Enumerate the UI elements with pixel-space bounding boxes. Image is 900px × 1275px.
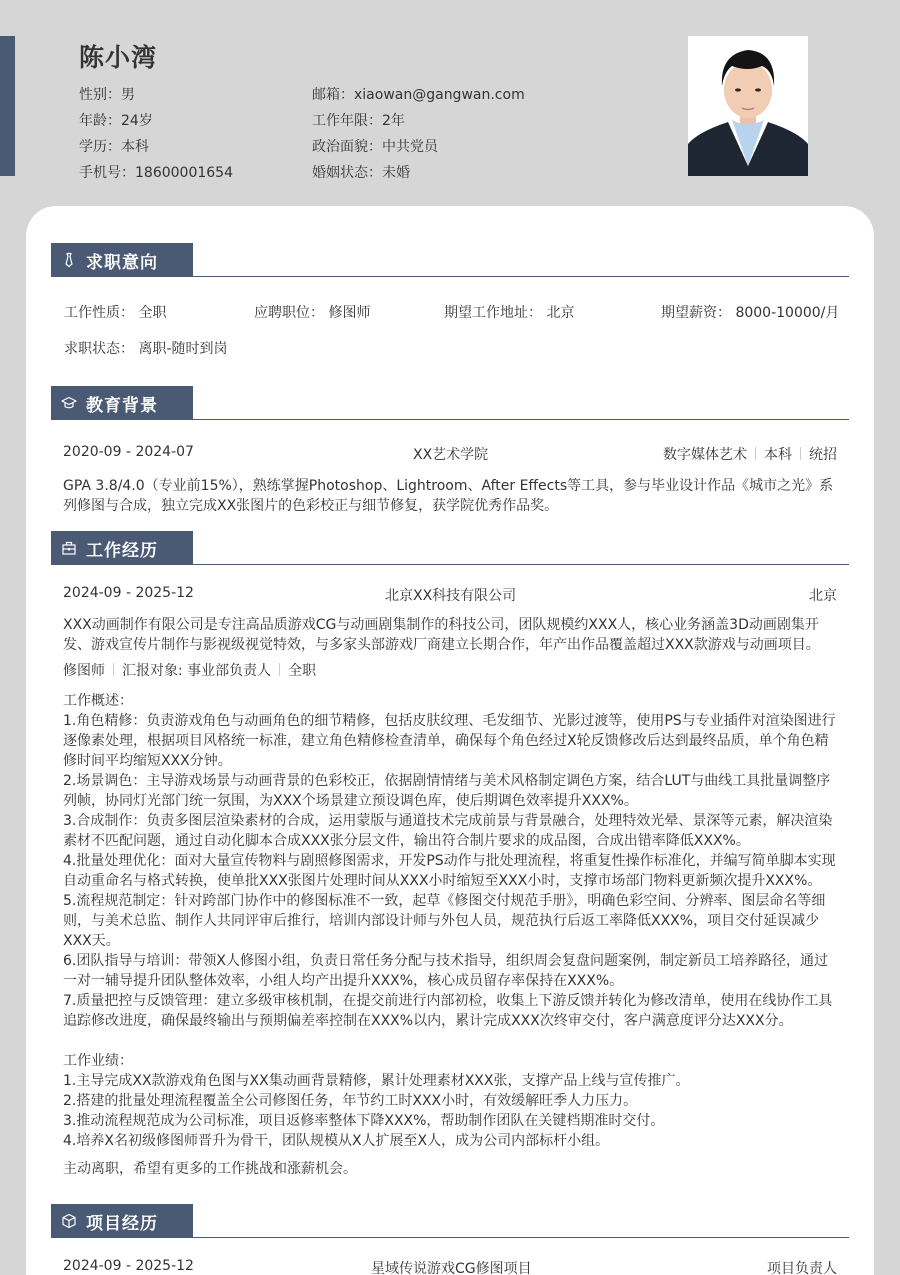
info-education [79,134,233,160]
work-report-to: 汇报对象: 事业部负责人 [122,663,272,679]
info-label: 婚姻状态： [312,165,382,181]
basic-info-left [79,82,233,186]
tie-icon [61,252,77,268]
info-age [79,108,233,134]
work-period: 2024-09 - 2025-12 [63,585,194,601]
section-header [51,386,849,420]
profile-photo [688,36,808,176]
info-label: 邮箱： [312,87,354,103]
info-label: 政治面貌： [312,139,382,155]
info-label: 性别： [79,87,121,103]
work-position: 修图师 [63,663,105,679]
section-title-tab [51,386,193,420]
section-education [51,386,849,516]
job-type-field [64,302,166,322]
section-title: 教育背景 [86,395,158,416]
section-title: 工作经历 [86,540,158,561]
job-intent-row-2 [51,338,849,358]
info-label: 手机号： [79,165,135,181]
divider [800,447,801,460]
education-entry-header [51,444,849,464]
work-city: 北京 [809,588,837,604]
section-title-tab [51,531,193,565]
field-label: 求职状态： [64,341,134,357]
info-marital [312,160,525,186]
position-field [254,302,370,322]
section-header [51,243,849,277]
person-portrait-icon [688,36,808,176]
section-header [51,1204,849,1238]
info-value: 18600001654 [135,165,233,181]
section-title: 求职意向 [86,252,158,273]
field-value: 离职-随时到岗 [138,341,228,357]
info-gender [79,82,233,108]
field-value: 北京 [546,305,575,321]
field-label: 期望工作地址： [444,305,542,321]
education-degree: 本科 [764,447,792,463]
section-title: 项目经历 [86,1213,158,1234]
project-entry-header [51,1258,849,1275]
section-title-tab [51,243,193,277]
education-school: XX艺术学院 [413,447,489,463]
overview-item: 7.质量把控与反馈管理：建立多级审核机制，在提交前进行内部初检，收集上下游反馈并转化为修改清单，使用在线协作工具追踪修改进度，确保最终输出与预期偏差率控制在XXX%以内，累计完成XXX次终审交付，客户满意度评分达XXX分。 [63,993,833,1029]
section-title-tab [51,1204,193,1238]
field-label: 工作性质： [64,305,134,321]
field-value: 8000-10000/月 [735,305,840,321]
education-period: 2020-09 - 2024-07 [63,444,194,460]
achievement-item: 1.主导完成XX款游戏角色图与XX集动画背景精修，累计处理素材XXX张，支撑产品上线与宣传推广。 [63,1073,690,1089]
info-value: 2年 [382,113,405,129]
education-description: GPA 3.8/4.0（专业前15%），熟练掌握Photoshop、Lightroom、After Effects等工具，参与毕业设计作品《城市之光》系列修图与合成，独立完成XX张图片的色彩校正与细节修复，获学院优秀作品奖。 [63,478,834,514]
info-value: 未婚 [382,165,410,181]
info-value: 24岁 [121,113,153,129]
work-company: 北京XX科技有限公司 [385,588,517,604]
work-job-type: 全职 [288,663,317,679]
field-value: 修图师 [328,305,371,321]
info-value: 男 [121,87,135,103]
education-major: 数字媒体艺术 [663,447,747,463]
project-name: 星域传说游戏CG修图项目 [371,1261,532,1275]
field-label: 应聘职位： [254,305,324,321]
briefcase-icon [61,540,77,556]
overview-item: 4.批量处理优化：面对大量宣传物料与剧照修图需求，开发PS动作与批处理流程，将重复性操作标准化，并编写简单脚本实现自动重命名与格式转换，使单批XXX张图片处理时间从XXX小时缩短至XXX小时，支撑市场部门物料更新频次提升XXX%。 [63,853,836,889]
info-phone [79,160,233,186]
field-label: 期望薪资： [661,305,731,321]
graduation-cap-icon [61,395,77,411]
info-label: 年龄： [79,113,121,129]
info-political [312,134,525,160]
salary-field [661,302,839,322]
project-role: 项目负责人 [767,1261,837,1275]
section-header [51,531,849,565]
company-intro: XXX动画制作有限公司是专注高品质游戏CG与动画剧集制作的科技公司，团队规模约XXX人，核心业务涵盖3D动画剧集开发、游戏宣传片制作与影视级视觉特效，与多家头部游戏厂商建立长期合作，年产出作品覆盖超过XXX款游戏与动画项目。 [63,617,820,653]
info-value: xiaowan@gangwan.com [354,87,525,103]
overview-item: 2.场景调色：主导游戏场景与动画背景的色彩校正，依据剧情情绪与美术风格制定调色方案，结合LUT与曲线工具批量调整序列帧，协同灯光部门统一氛围，为XXX个场景建立预设调色库，使后期调色效率提升XXX%。 [63,773,831,809]
resume-card [26,206,874,1275]
achievement-item: 3.推动流程规范成为公司标准，项目返修率整体下降XXX%，帮助制作团队在关键档期准时交付。 [63,1113,665,1129]
achievement-item: 4.培养X名初级修图师晋升为骨干，团队规模从X人扩展至X人，成为公司内部标杆小组。 [63,1133,610,1149]
info-work-years [312,108,525,134]
overview-item: 6.团队指导与培训：带领X人修图小组，负责日常任务分配与技术指导，组织周会复盘问题案例，制定新员工培养路径，通过一对一辅导提升团队整体效率，小组人均产出提升XXX%，核心成员留存率保持在XXX%。 [63,953,828,989]
section-projects [51,1204,849,1275]
education-meta [663,444,837,464]
status-field [64,338,228,358]
location-field [444,302,574,322]
section-job-intent [51,243,849,358]
profile-header [79,36,679,186]
overview-title: 工作概述： [63,693,133,709]
work-entry-header [51,585,849,605]
achievement-item: 2.搭建的批量处理流程覆盖全公司修图任务，年节约工时XXX小时，有效缓解旺季人力压力。 [63,1093,638,1109]
basic-info-right [312,82,525,186]
section-work [51,531,849,1179]
job-intent-row-1 [51,302,849,338]
overview-item: 5.流程规范制定：针对跨部门协作中的修图标准不一致，起草《修图交付规范手册》，明确色彩空间、分辨率、图层命名等细则，与美术总监、制作人共同评审后推行，培训内部设计师与外包人员，规范执行后返工率降低XXX%，项目交付延误减少XXX天。 [63,893,826,949]
field-value: 全职 [138,305,167,321]
info-email [312,82,525,108]
work-meta [51,661,849,681]
achievements-title: 工作业绩： [63,1053,133,1069]
info-label: 学历： [79,139,121,155]
work-overview [51,691,849,1031]
overview-item: 3.合成制作：负责多图层渲染素材的合成，运用蒙版与通道技术完成前景与背景融合，处理特效光晕、景深等元素，解决渲染素材不匹配问题，通过自动化脚本合成XXX张分层文件，输出符合制片要求的成品图，合成出错率降低XXX%。 [63,813,833,849]
header-accent-bar [0,36,15,176]
overview-item: 1.角色精修：负责游戏角色与动画角色的细节精修，包括皮肤纹理、毛发细节、光影过渡等，使用PS与专业插件对渲染图进行逐像素处理，根据项目风格统一标准，建立角色精修检查清单，确保每个角色经过X轮反馈修改后达到最终品质，单个角色精修时间平均缩短XXX分钟。 [63,713,836,769]
info-value: 本科 [121,139,149,155]
info-label: 工作年限： [312,113,382,129]
info-value: 中共党员 [382,139,438,155]
project-period: 2024-09 - 2025-12 [63,1258,194,1274]
divider [113,663,114,676]
education-type: 统招 [809,447,837,463]
cube-icon [61,1213,77,1229]
divider [279,663,280,676]
work-achievements [51,1051,849,1151]
candidate-name: 陈小湾 [79,43,158,72]
leave-reason: 主动离职，希望有更多的工作挑战和涨薪机会。 [63,1161,357,1177]
divider [755,447,756,460]
